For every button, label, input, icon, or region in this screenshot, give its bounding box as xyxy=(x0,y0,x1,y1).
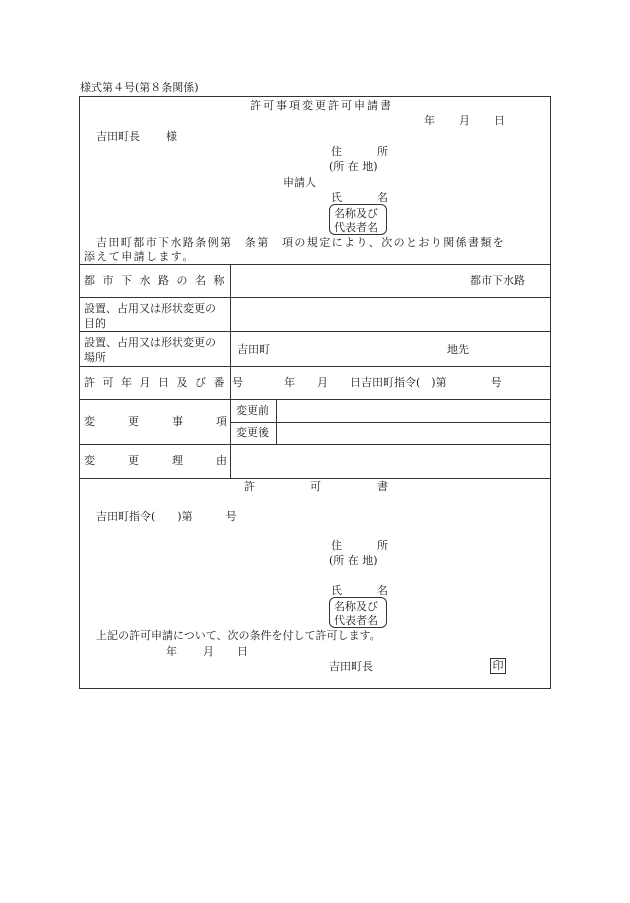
permit-name-label-char2: 名 xyxy=(377,584,388,597)
permit-corp-name-label: 名称及び xyxy=(334,600,378,613)
application-statement-line2: 添えて申請します。 xyxy=(84,250,195,263)
row-change-item-label: 変 更 事 項 xyxy=(84,415,227,428)
form-label: 様式第４号(第８条関係) xyxy=(80,81,199,94)
location-label: (所 在 地) xyxy=(329,160,378,173)
row-permit-date-label: 許 可 年 月 日 及 び 番 号 xyxy=(84,376,245,389)
permit-location-label: (所 在 地) xyxy=(329,554,378,567)
application-statement-line1: 吉田町都市下水路条例第 条第 項の規定により、次のとおり関係書類を xyxy=(96,236,506,249)
row-divider xyxy=(79,399,551,400)
row-place-label: 設置、占用又は形状変更の場所 xyxy=(84,336,216,364)
row-divider xyxy=(79,297,551,298)
row-divider xyxy=(79,331,551,332)
permit-name-label-char1: 氏 xyxy=(331,584,342,597)
row-divider xyxy=(79,366,551,367)
row-change-reason-label: 変 更 理 由 xyxy=(84,454,227,467)
permit-statement: 上記の許可申請について、次の条件を付して許可します。 xyxy=(96,629,381,642)
applicant-label: 申請人 xyxy=(283,176,316,189)
row-sewer-name-value: 都市下水路 xyxy=(470,274,525,287)
permit-date-year: 年 xyxy=(166,645,177,658)
application-date-day: 日 xyxy=(494,114,505,127)
application-date-year: 年 xyxy=(424,114,435,127)
row-place-town: 吉田町 xyxy=(237,343,270,356)
change-row-divider xyxy=(230,422,551,423)
address-label-char1: 住 xyxy=(331,145,342,158)
permit-title-char2: 可 xyxy=(310,480,321,493)
application-date-month: 月 xyxy=(459,114,470,127)
permit-representative-name-label: 代表者名 xyxy=(334,614,378,627)
permit-number-line: 吉田町指令( )第 号 xyxy=(96,510,237,523)
permit-address-label-char1: 住 xyxy=(331,539,342,552)
seal-mark: 印 xyxy=(490,658,506,674)
name-label-char1: 氏 xyxy=(331,191,342,204)
addressee-suffix: 様 xyxy=(166,130,177,143)
corp-name-label: 名称及び xyxy=(334,207,378,220)
permit-address-label-char2: 所 xyxy=(377,539,388,552)
change-after-label: 変更後 xyxy=(236,426,269,439)
row-permit-date-value: 年 月 日吉田町指令( )第 号 xyxy=(284,376,502,389)
address-label-char2: 所 xyxy=(377,145,388,158)
row-sewer-name-label: 都 市 下 水 路 の 名 称 xyxy=(84,274,227,287)
permit-date-day: 日 xyxy=(237,645,248,658)
row-place-suffix: 地先 xyxy=(447,343,469,356)
change-subcolumn-divider xyxy=(276,399,277,444)
representative-name-label: 代表者名 xyxy=(334,221,378,234)
change-before-label: 変更前 xyxy=(236,404,269,417)
permit-title-char3: 書 xyxy=(377,480,388,493)
addressee: 吉田町長 xyxy=(96,130,140,143)
permit-mayor: 吉田町長 xyxy=(329,660,373,673)
permit-title-char1: 許 xyxy=(244,480,255,493)
row-purpose-label: 設置、占用又は形状変更の目的 xyxy=(84,302,216,330)
permit-date-month: 月 xyxy=(203,645,214,658)
application-title: 許可事項変更許可申請書 xyxy=(250,99,393,112)
table-bottom-border xyxy=(79,478,551,479)
table-top-border xyxy=(79,264,551,265)
label-column-divider xyxy=(230,264,231,478)
row-divider xyxy=(79,444,551,445)
name-label-char2: 名 xyxy=(377,191,388,204)
